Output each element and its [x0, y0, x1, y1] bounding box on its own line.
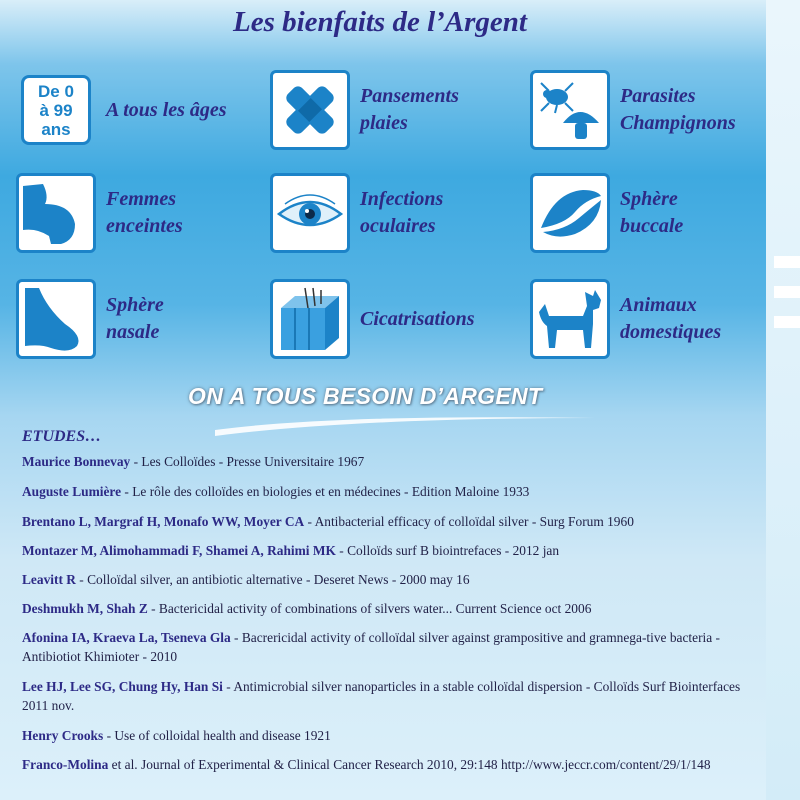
- feature-eye: [270, 173, 520, 263]
- age-badge-line2: à 99: [39, 100, 73, 120]
- reference-text: - Antimicrobial silver nanoparticles in a stable colloïdal dispersion - Colloïds Surf Biointerfaces 2011 nov.: [22, 679, 741, 713]
- feature-pets: [530, 279, 780, 369]
- reference-author: Lee HJ, Lee SG, Chung Hy, Han Si: [22, 679, 223, 694]
- feature-parasites: [530, 70, 780, 160]
- feature-label: [106, 70, 271, 150]
- feature-all-ages: [16, 70, 266, 160]
- reference-text: - Bactericidal activity of combinations of silvers water... Current Science oct 2006: [147, 601, 592, 616]
- reference-author: Montazer M, Alimohammadi F, Shamei A, Rahimi MK: [22, 543, 336, 558]
- feature-label-line2: buccale: [620, 215, 684, 237]
- eye-icon: [270, 173, 350, 253]
- reference-text: - Bacrericidal activity of colloïdal silver against grampositive and gramnega-tive bacteria - Antibiotiot Khimioter - 2010: [22, 630, 721, 664]
- reference-text: - Colloïdal silver, an antibiotic alternative - Deseret News - 2000 may 16: [75, 572, 470, 587]
- reference-author: Maurice Bonnevay: [22, 454, 131, 469]
- reference-text: - Le rôle des colloïdes en biologies et en médecines - Edition Maloine 1933: [121, 484, 530, 499]
- age-badge-line1: De 0: [38, 81, 74, 101]
- reference-author: Auguste Lumière: [22, 484, 122, 499]
- feature-label: [360, 279, 525, 359]
- reference-text: - Les Colloïdes - Presse Universitaire 1967: [130, 454, 365, 469]
- reference-item: [22, 482, 757, 501]
- nose-icon: [16, 279, 96, 359]
- parasite-mushroom-icon: [530, 70, 610, 150]
- reference-author: Deshmukh M, Shah Z: [22, 601, 148, 616]
- slogan: ON A TOUS BESOIN D’ARGENT: [188, 383, 543, 409]
- reference-item: [22, 570, 757, 589]
- feature-label: [106, 279, 271, 359]
- feature-label: [620, 70, 785, 150]
- feature-label-line2: domestiques: [620, 321, 722, 343]
- feature-label-line2: nasale: [106, 321, 160, 343]
- feature-label: [360, 70, 525, 150]
- feature-label-line1: A tous les âges: [106, 98, 227, 121]
- studies-heading: ETUDES…: [22, 428, 102, 445]
- reference-item: [22, 726, 757, 745]
- reference-text: - Antibacterial efficacy of colloïdal silver - Surg Forum 1960: [304, 514, 634, 529]
- reference-item: [22, 541, 757, 560]
- feature-label-line1: Pansements: [360, 85, 459, 107]
- reference-author: Franco-Molina: [22, 757, 109, 772]
- reference-item: [22, 755, 757, 774]
- feature-label-line1: Parasites: [620, 85, 696, 107]
- feature-label: [620, 173, 785, 253]
- feature-label: [360, 173, 525, 253]
- feature-label-line1: Sphère: [620, 188, 678, 210]
- reference-item: [22, 452, 757, 471]
- reference-item: [22, 677, 757, 715]
- age-badge-line3: ans: [41, 119, 71, 139]
- swoosh-decoration: [215, 412, 595, 438]
- skin-icon: [270, 279, 350, 359]
- feature-label: [620, 279, 785, 359]
- feature-label-line2: oculaires: [360, 215, 436, 237]
- reference-item: [22, 599, 757, 618]
- reference-author: Brentano L, Margraf H, Monafo WW, Moyer CA: [22, 514, 305, 529]
- lips-icon: [530, 173, 610, 253]
- feature-label-line2: plaies: [360, 112, 408, 134]
- dog-icon: [530, 279, 610, 359]
- feature-label-line2: Champignons: [620, 112, 736, 134]
- feature-nose: [16, 279, 266, 369]
- reference-text: - Use of colloidal health and disease 1921: [103, 728, 331, 743]
- feature-label-line1: Femmes: [106, 188, 176, 210]
- feature-label-line1: Animaux: [620, 294, 697, 316]
- reference-item: [22, 628, 757, 666]
- reference-text: et al. Journal of Experimental & Clinical Cancer Research 2010, 29:148 http://www.jeccr.com/content/29/1/148: [108, 757, 711, 772]
- feature-label-line1: Infections: [360, 188, 444, 210]
- reference-author: Leavitt R: [22, 572, 76, 587]
- feature-mouth: [530, 173, 780, 263]
- feature-label-line1: Cicatrisations: [360, 307, 475, 330]
- bandage-icon: [270, 70, 350, 150]
- pregnant-woman-icon: [16, 173, 96, 253]
- feature-pregnant: [16, 173, 266, 263]
- feature-label: [106, 173, 271, 253]
- reference-author: Afonina IA, Kraeva La, Tseneva Gla: [22, 630, 231, 645]
- feature-bandage: [270, 70, 520, 160]
- reference-item: [22, 512, 757, 531]
- feature-healing: [270, 279, 520, 369]
- reference-author: Henry Crooks: [22, 728, 104, 743]
- age-badge-icon: [21, 75, 91, 145]
- feature-label-line2: enceintes: [106, 215, 183, 237]
- feature-label-line1: Sphère: [106, 294, 164, 316]
- page-title: Les bienfaits de l’Argent: [232, 6, 527, 38]
- reference-text: - Colloïds surf B biointrefaces - 2012 jan: [335, 543, 560, 558]
